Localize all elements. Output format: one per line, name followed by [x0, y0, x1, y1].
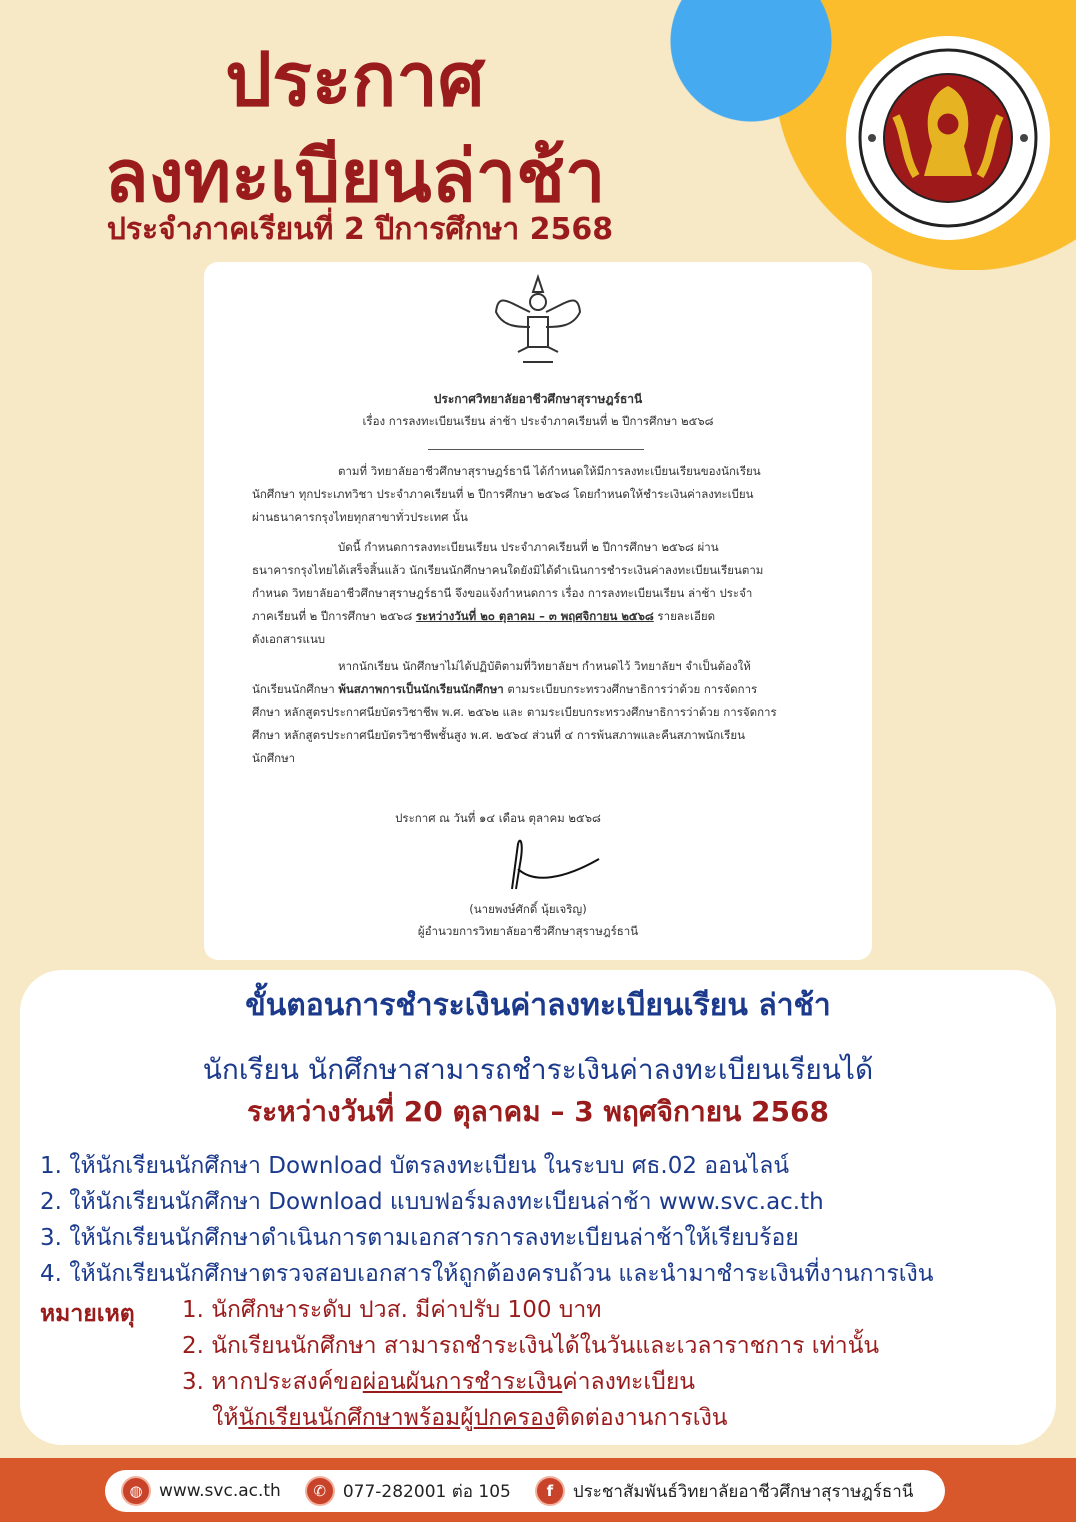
college-logo [846, 36, 1050, 240]
contact-bar [105, 1470, 945, 1512]
facebook-icon: f [535, 1476, 565, 1506]
list-item: 1. ให้นักเรียนนักศึกษา Download บัตรลงทะเบียน ในระบบ ศธ.02 ออนไลน์ [40, 1153, 790, 1179]
list-item: 4. ให้นักเรียนนักศึกษาตรวจสอบเอกสารให้ถูกต้องครบถ้วน และนำมาชำระเงินที่งานการเงิน [40, 1261, 934, 1287]
signer-title: ผู้อำนวยการวิทยาลัยอาชีวศึกษาสุราษฎร์ธานี [417, 924, 639, 938]
list-item: ให้นักเรียนนักศึกษาพร้อมผู้ปกครองติดต่องานการเงิน [212, 1405, 728, 1431]
divider [428, 449, 644, 450]
paragraph-1: ตามที่ วิทยาลัยอาชีวศึกษาสุราษฎร์ธานี ได้กำหนดให้มีการลงทะเบียนเรียนของนักเรียน นักศึกษา ทุกประเภทวิชา ประจำภาคเรียนที่ ๒ ปีการศึกษา ๒๕๖๘ โดยกำหนดให้ชำระเงินค่าลงทะเบียน ผ่านธนาคารกรุงไทยทุกสาขาทั่วประเทศ นั้น [252, 464, 761, 524]
payment-procedure-card [20, 970, 1056, 1445]
globe-icon: ◍ [121, 1476, 151, 1506]
procedure-heading: ขั้นตอนการชำระเงินค่าลงทะเบียนเรียน ล่าช้า [245, 988, 831, 1023]
notes-list [182, 1292, 1042, 1436]
page-title-line2: ลงทะเบียนล่าช้า [104, 134, 606, 218]
date-line: ประกาศ ณ วันที่ ๑๔ เดือน ตุลาคม ๒๕๖๘ [395, 811, 601, 825]
phone-contact[interactable]: ✆ 077-282001 ต่อ 105 [305, 1476, 511, 1506]
list-item: 3. หากประสงค์ขอผ่อนผันการชำระเงินค่าลงทะเบียน [182, 1369, 696, 1395]
garuda-emblem-icon [488, 272, 588, 372]
procedure-date-range: ระหว่างวันที่ 20 ตุลาคม – 3 พฤศจิกายน 2568 [247, 1095, 829, 1128]
procedure-subheading: นักเรียน นักศึกษาสามารถชำระเงินค่าลงทะเบียนเรียนได้ [202, 1053, 874, 1086]
paragraph-3: หากนักเรียน นักศึกษาไม่ได้ปฏิบัติตามที่วิทยาลัยฯ กำหนดไว้ วิทยาลัยฯ จำเป็นต้องให้ นักเรียนนักศึกษา พ้นสภาพการเป็นนักเรียนนักศึกษา ตามระเบียบกระทรวงศึกษาธิการว่าด้วย การจัดการ ศึกษา หลักสูตรประกาศนียบัตรวิชาชีพ พ.ศ. ๒๕๖๒ และ ตามระเบียบกระทรวงศึกษาธิการว่าด้วย การจัดการ ศึกษา หลักสูตรประกาศนียบัตรวิชาชีพชั้นสูง พ.ศ. ๒๕๖๔ ส่วนที่ ๔ การพ้นสภาพและคืนสภาพนักเรียน นักศึกษา [252, 659, 777, 765]
phone-icon: ✆ [305, 1476, 335, 1506]
document-heading: ประกาศวิทยาลัยอาชีวศึกษาสุราษฎร์ธานี [433, 392, 643, 406]
paragraph-2: บัดนี้ กำหนดการลงทะเบียนเรียน ประจำภาคเรียนที่ ๒ ปีการศึกษา ๒๕๖๘ ผ่าน ธนาคารกรุงไทยได้เสร็จสิ้นแล้ว นักเรียนนักศึกษาคนใดยังมิได้ดำเนินการชำระเงินค่าลงทะเบียนเรียนตาม กำหนด วิทยาลัยอาชีวศึกษาสุราษฎร์ธานี จึงขอแจ้งกำหนดการ เรื่อง การลงทะเบียนเรียน ล่าช้า ประจำ ภาคเรียนที่ ๒ ปีการศึกษา ๒๕๖๘ ระหว่างวันที่ ๒๐ ตุลาคม – ๓ พฤศจิกายน ๒๕๖๘ รายละเอียด ดังเอกสารแนบ [252, 540, 764, 646]
decor-blue-circle [670, 0, 832, 122]
note-label: หมายเหตุ [40, 1301, 135, 1327]
footer [0, 1458, 1076, 1522]
steps-list [40, 1148, 1040, 1292]
website-link[interactable]: ◍ www.svc.ac.th [121, 1476, 281, 1506]
page-subtitle: ประจำภาคเรียนที่ 2 ปีการศึกษา 2568 [106, 212, 614, 247]
list-item: 2. ให้นักเรียนนักศึกษา Download แบบฟอร์มลงทะเบียนล่าช้า www.svc.ac.th [40, 1189, 824, 1215]
announcement-document [204, 262, 872, 960]
page-title: ประกาศ [225, 37, 485, 123]
document-subject: เรื่อง การลงทะเบียนเรียน ล่าช้า ประจำภาคเรียนที่ ๒ ปีการศึกษา ๒๕๖๘ [362, 414, 714, 428]
date-range-highlight: ระหว่างวันที่ ๒๐ ตุลาคม – ๓ พฤศจิกายน ๒๕๖๘ [415, 609, 654, 623]
list-item: 3. ให้นักเรียนนักศึกษาดำเนินการตามเอกสารการลงทะเบียนล่าช้าให้เรียบร้อย [40, 1225, 799, 1251]
signer-name: (นายพงษ์ศักดิ์ นุ้ยเจริญ) [469, 902, 587, 916]
facebook-link[interactable]: f ประชาสัมพันธ์วิทยาลัยอาชีวศึกษาสุราษฎร์ธานี [535, 1476, 914, 1506]
signature-icon [504, 834, 614, 894]
list-item: 1. นักศึกษาระดับ ปวส. มีค่าปรับ 100 บาท [182, 1297, 602, 1323]
list-item: 2. นักเรียนนักศึกษา สามารถชำระเงินได้ในวันและเวลาราชการ เท่านั้น [182, 1333, 880, 1359]
